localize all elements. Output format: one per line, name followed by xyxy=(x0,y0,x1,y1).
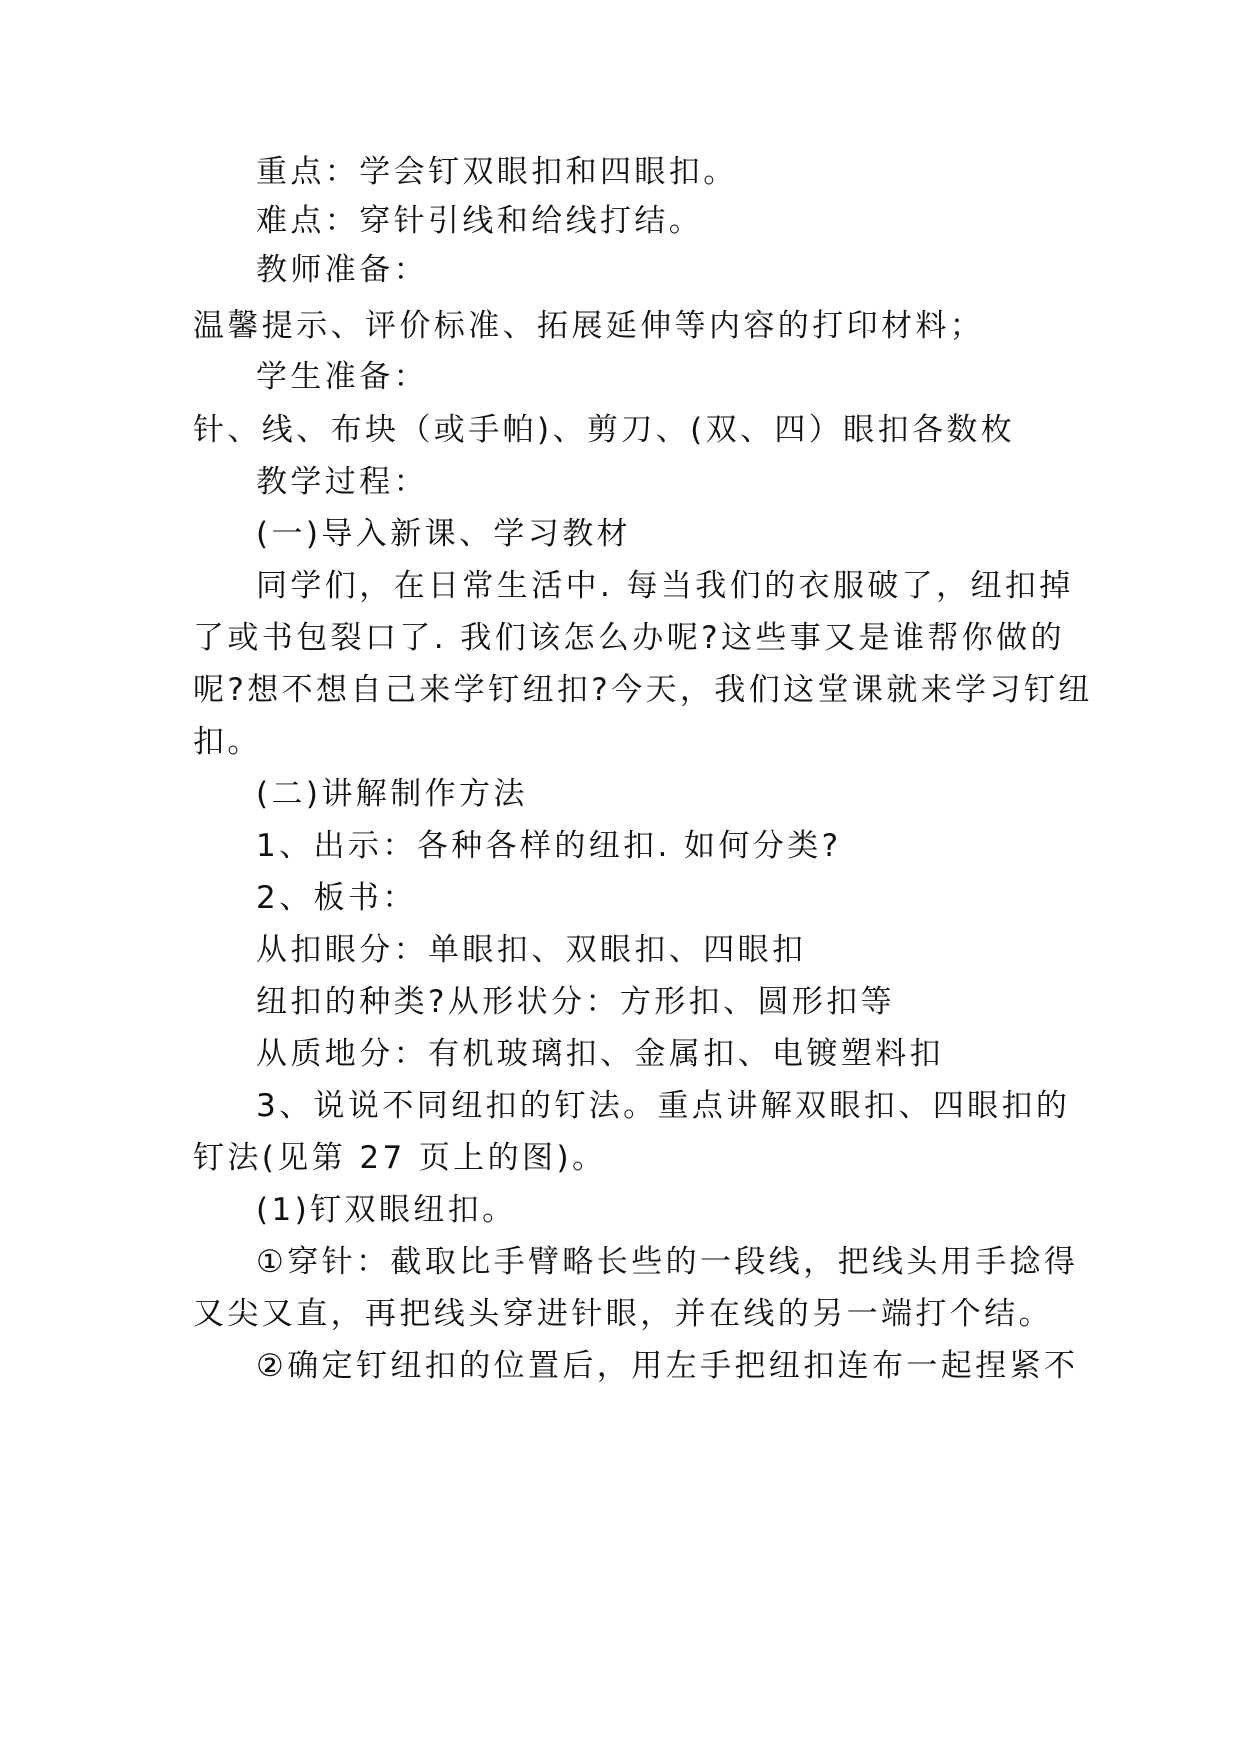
list-item-3: 3、说说不同纽扣的钉法。重点讲解双眼扣、四眼扣的 xyxy=(256,1088,1071,1124)
classification-line: 纽扣的种类?从形状分：方形扣、圆形扣等 xyxy=(256,984,896,1020)
list-item-1: 1、出示：各种各样的纽扣. 如何分类? xyxy=(256,828,842,864)
teacher-prep-heading: 教师准备： xyxy=(256,252,428,288)
paragraph-line: 了或书包裂口了. 我们该怎么办呢?这些事又是谁帮你做的 xyxy=(193,620,1065,656)
step-line: ①穿针：截取比手臂略长些的一段线，把线头用手捻得 xyxy=(256,1244,1079,1280)
section-two-heading: (二)讲解制作方法 xyxy=(256,776,528,812)
paragraph-line: 扣。 xyxy=(193,724,262,760)
student-prep-heading: 学生准备： xyxy=(256,359,428,395)
teaching-process-heading: 教学过程： xyxy=(256,464,428,500)
classification-line: 从扣眼分：单眼扣、双眼扣、四眼扣 xyxy=(256,932,807,968)
difficulty-line: 难点：穿针引线和给线打结。 xyxy=(256,203,704,239)
paragraph-line: 同学们，在日常生活中. 每当我们的衣服破了，纽扣掉 xyxy=(256,568,1074,604)
sub-heading: (1)钉双眼纽扣。 xyxy=(256,1192,517,1228)
paragraph-line: 钉法(见第 27 页上的图)。 xyxy=(193,1140,607,1176)
classification-line: 从质地分：有机玻璃扣、金属扣、电镀塑料扣 xyxy=(256,1036,944,1072)
section-one-heading: (一)导入新课、学习教材 xyxy=(256,516,631,552)
step-line: ②确定钉纽扣的位置后，用左手把纽扣连布一起捏紧不 xyxy=(256,1348,1079,1384)
key-point-line: 重点：学会钉双眼扣和四眼扣。 xyxy=(256,154,738,190)
teacher-prep-text: 温馨提示、评价标准、拓展延伸等内容的打印材料； xyxy=(193,308,985,344)
list-item-2: 2、板书： xyxy=(256,880,417,916)
paragraph-line: 呢?想不想自己来学钉纽扣?今天，我们这堂课就来学习钉纽 xyxy=(193,672,1093,708)
step-line: 又尖又直，再把线头穿进针眼，并在线的另一端打个结。 xyxy=(193,1296,1053,1332)
student-prep-text: 针、线、布块（或手帕)、剪刀、(双、四）眼扣各数枚 xyxy=(193,412,1016,448)
